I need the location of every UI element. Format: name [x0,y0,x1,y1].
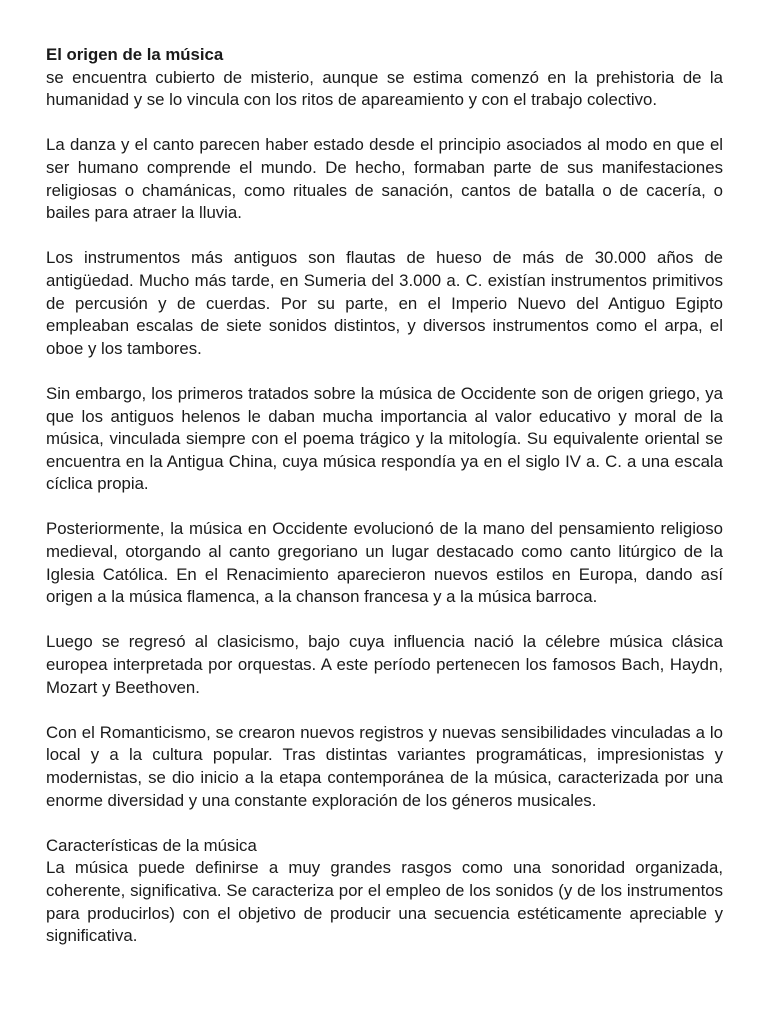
paragraph-text: Posteriormente, la música en Occidente evolucionó de la mano del pensamiento religioso medieval, otorgando al canto gregoriano un lugar destacado como canto litúrgico de la Iglesia Católica. En el Renacimiento aparecieron nuevos estilos en Europa, dando así origen a la música flamenca, a la chanson francesa y a la música barroca. [46,519,723,607]
section-title: Características de la música [46,835,257,855]
characteristics-section [46,835,723,948]
document-page [46,44,723,970]
paragraph-text: Con el Romanticismo, se crearon nuevos registros y nuevas sensibilidades vinculadas a lo local y a la cultura popular. Tras distintas variantes programáticas, impresionistas y modernistas, se dio inicio a la etapa contemporánea de la música, caracterizada por una enorme diversidad y una constante exploración de los géneros musicales. [46,722,723,810]
paragraph-medieval [46,518,723,608]
paragraph-text: Sin embargo, los primeros tratados sobre la música de Occidente son de origen griego, ya que los antiguos helenos le daban mucha importancia al valor educativo y moral de la música, vinculada siempre con el poema trágico y la mitología. Su equivalente oriental se encuentra en la Antigua China, cuya música respondía ya en el siglo IV a. C. a una escala cíclica propia. [46,383,723,494]
paragraph-instruments [46,247,723,360]
paragraph-text: La danza y el canto parecen haber estado desde el principio asociados al modo en que el ser humano comprende el mundo. De hecho, formaban parte de sus manifestaciones religiosas o chamánicas, como rituales de sanación, cantos de batalla o de cacería, o bailes para atraer la lluvia. [46,135,723,223]
paragraph-text: Luego se regresó al clasicismo, bajo cuya influencia nació la célebre música clásica europea interpretada por orquestas. A este período pertenecen los famosos Bach, Haydn, Mozart y Beethoven. [46,632,723,697]
intro-block [46,44,723,112]
paragraph-greek [46,383,723,496]
paragraph-dance-song [46,134,723,224]
document-title: El origen de la música [46,45,224,64]
paragraph-romanticism [46,722,723,812]
paragraph-text: Los instrumentos más antiguos son flautas de hueso de más de 30.000 años de antigüedad. Mucho más tarde, en Sumeria del 3.000 a. C. existían instrumentos primitivos de percusión y de cuerdas. Por su parte, en el Imperio Nuevo del Antiguo Egipto empleaban escalas de siete sonidos distintos, y diversos instrumentos como el arpa, el oboe y los tambores. [46,248,723,358]
paragraph-classicism [46,631,723,699]
section-paragraph: La música puede definirse a muy grandes rasgos como una sonoridad organizada, coherente, significativa. Se caracteriza por el empleo de los sonidos (y de los instrumentos para producirlos) con el objetivo de producir una secuencia estéticamente apreciable y significativa. [46,858,723,946]
intro-paragraph: se encuentra cubierto de misterio, aunque se estima comenzó en la prehistoria de la humanidad y se lo vincula con los ritos de apareamiento y con el trabajo colectivo. [46,67,723,110]
